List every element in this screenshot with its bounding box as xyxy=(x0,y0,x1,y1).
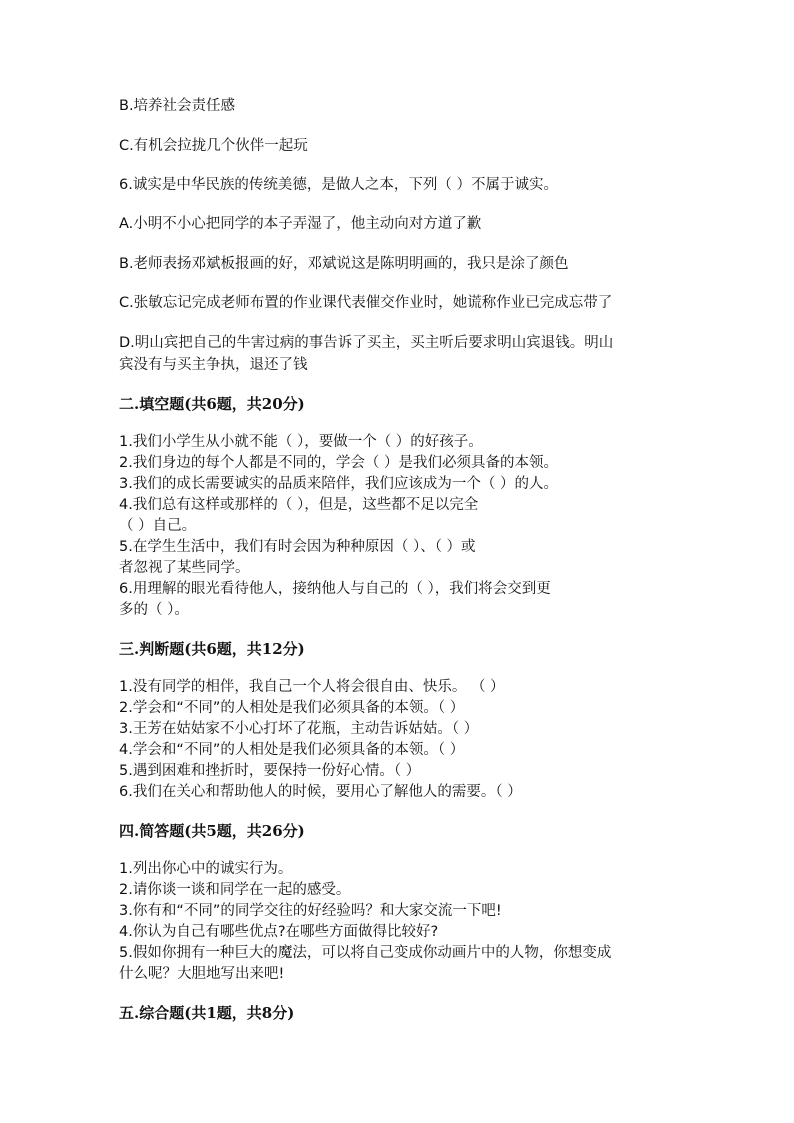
short-answer-line: 1.列出你心中的诚实行为。 xyxy=(119,861,293,877)
fill-line: 者忽视了某些同学。 xyxy=(119,560,250,576)
short-answer-line: 3.你有和“不同”的同学交往的好经验吗？和大家交流一下吧! xyxy=(119,903,502,919)
fill-line: 1.我们小学生从小就不能（ ），要做一个（ ）的好孩子。 xyxy=(119,434,483,450)
judge-line: 6.我们在关心和帮助他人的时候，要用心了解他人的需要。（ ） xyxy=(119,784,522,800)
section-4-title: 四.简答题(共5题，共26分) xyxy=(119,822,305,840)
judge-line: 2.学会和“不同”的人相处是我们必须具备的本领。（ ） xyxy=(119,700,465,716)
fill-line: （ ）自己。 xyxy=(119,518,197,534)
question-6-option-c: C.张敏忘记完成老师布置的作业课代表催交作业时，她谎称作业已完成忘带了 xyxy=(119,295,613,311)
short-answer-line: 4.你认为自己有哪些优点?在哪些方面做得比较好? xyxy=(119,924,439,940)
short-answer-line: 2.请你谈一谈和同学在一起的感受。 xyxy=(119,882,351,898)
question-6-option-a: A.小明不小心把同学的本子弄湿了，他主动向对方道了歉 xyxy=(119,216,482,232)
judge-line: 5.遇到困难和挫折时，要保持一份好心情。（ ） xyxy=(119,763,421,779)
question-6-option-d: D.明山宾把自己的牛害过病的事告诉了买主，买主听后要求明山宾退钱。明山 xyxy=(119,335,614,351)
section-2-title: 二.填空题(共6题，共20分) xyxy=(119,395,305,413)
question-6-option-d-cont: 宾没有与买主争执，退还了钱 xyxy=(119,357,308,373)
question-6-stem: 6.诚实是中华民族的传统美德，是做人之本，下列（ ）不属于诚实。 xyxy=(119,177,558,193)
section-3-title: 三.判断题(共6题，共12分) xyxy=(119,640,305,658)
fill-line: 6.用理解的眼光看待他人，接纳他人与自己的（ ），我们将会交到更 xyxy=(119,581,551,597)
fill-line: 4.我们总有这样或那样的（ ），但是，这些都不足以完全 xyxy=(119,497,479,513)
fill-line: 2.我们身边的每个人都是不同的，学会（ ）是我们必须具备的本领。 xyxy=(119,455,558,471)
judge-line: 1.没有同学的相伴，我自己一个人将会很自由、快乐。 （ ） xyxy=(119,679,505,695)
option-b: B.培养社会责任感 xyxy=(119,98,236,114)
section-5-title: 五.综合题(共1题，共8分) xyxy=(119,1004,295,1022)
fill-line: 5.在学生生活中，我们有时会因为种种原因（ ）、（ ）或 xyxy=(119,539,476,555)
option-c: C.有机会拉拢几个伙伴一起玩 xyxy=(119,138,308,154)
short-answer-line: 什么呢？大胆地写出来吧! xyxy=(119,966,285,982)
judge-line: 4.学会和“不同”的人相处是我们必须具备的本领。（ ） xyxy=(119,742,465,758)
fill-line: 多的（ ）。 xyxy=(119,602,189,618)
short-answer-line: 5.假如你拥有一种巨大的魔法，可以将自己变成你动画片中的人物，你想变成 xyxy=(119,945,612,961)
judge-line: 3.王芳在姑姑家不小心打坏了花瓶，主动告诉姑姑。（ ） xyxy=(119,721,479,737)
question-6-option-b: B.老师表扬邓斌板报画的好，邓斌说这是陈明明画的，我只是涂了颜色 xyxy=(119,256,569,272)
fill-line: 3.我们的成长需要诚实的品质来陪伴，我们应该成为一个（ ）的人。 xyxy=(119,476,558,492)
